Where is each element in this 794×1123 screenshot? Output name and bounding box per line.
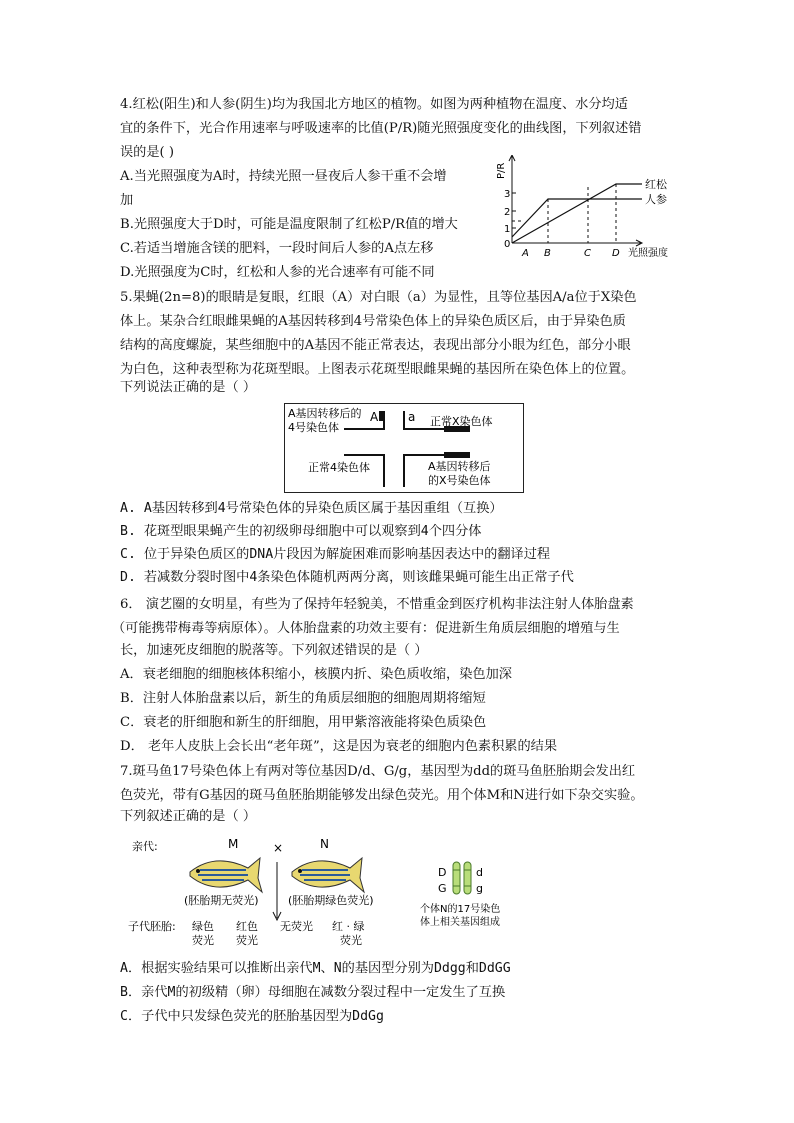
- q4-stem-line3: 误的是( ): [120, 145, 175, 160]
- zebrafish-cross-diagram: [120, 832, 520, 950]
- x-tick-a: A: [522, 248, 529, 259]
- offspring-1-line1: 绿色: [192, 920, 214, 933]
- fish-m-icon: [190, 858, 262, 892]
- offspring-4-line2: 荧光: [340, 934, 362, 947]
- q5-option-c: C. 位于异染色质区的DNA片段因为解旋困难而影响基因表达中的翻译过程: [120, 547, 551, 562]
- q5-option-a: A. A基因转移到4号常染色体的异染色质区属于基因重组（互换）: [120, 501, 503, 516]
- n-chromosome-caption-2: 体上相关基因组成: [420, 917, 500, 928]
- parent-N-phenotype: (胚胎期绿色荧光): [288, 894, 374, 907]
- offspring-2-line2: 荧光: [236, 934, 258, 947]
- y-axis-label: P/R: [496, 162, 507, 179]
- x-chromosome-band-2: [444, 452, 470, 458]
- offspring-2-line1: 红色: [236, 920, 258, 933]
- fish-n-icon: [292, 858, 364, 892]
- q5-stem-line2: 体上。某杂合红眼雌果蝇的A基因转移到4号常染色体上的异染色质区后，由于异染色质: [120, 314, 626, 329]
- chromosome-label-tl-2: 4号染色体: [288, 421, 339, 434]
- q4-stem-line1: 4.红松(阳生)和人参(阴生)均为我国北方地区的植物。如图为两种植物在温度、水分均适: [120, 97, 628, 112]
- legend-red-pine: 红松: [645, 178, 667, 191]
- q6-stem-line3: 长，加速死皮细胞的脱落等。下列叙述错误的是（ ）: [120, 643, 428, 658]
- red-pine-curve: [512, 184, 642, 243]
- x-tick-b: B: [544, 248, 551, 259]
- q7-stem-line3: 下列叙述正确的是（ ）: [120, 809, 257, 824]
- offspring-label: 子代胚胎:: [128, 920, 176, 933]
- chromosome-label-br-2: 的X号染色体: [428, 474, 491, 487]
- q6-stem-line2: （可能携带梅毒等病原体）。人体胎盘素的功效主要有：促进新生角质层细胞的增殖与生: [112, 621, 620, 636]
- q7-stem-line1: 7.斑马鱼17号染色体上有两对等位基因D/d、G/g，基因型为dd的斑马鱼胚胎期会发出红: [120, 764, 636, 779]
- parent-M-phenotype: (胚胎期无荧光): [184, 894, 259, 907]
- gene-a-upper-band: [379, 411, 385, 421]
- x-tick-d: D: [612, 248, 620, 259]
- n-chromosome-caption-1: 个体N的17号染色: [420, 904, 501, 915]
- parent-N-label: N: [320, 837, 329, 851]
- gene-label-A: A: [370, 410, 379, 424]
- offspring-4-line1: 红 · 绿: [332, 920, 365, 933]
- chromosome-label-bl: 正常4染色体: [308, 461, 370, 474]
- q4-option-b: B.光照强度大于D时，可能是温度限制了红松P/R值的增大: [120, 217, 458, 232]
- legend-ginseng: 人参: [645, 193, 667, 206]
- q7-option-a: A．根据实验结果可以推断出亲代M、N的基因型分别为Ddgg和DdGG: [120, 961, 511, 976]
- x-axis-label: 光照强度: [628, 248, 668, 259]
- q6-option-a: A．衰老细胞的细胞核体积缩小，核膜内折、染色质收缩，染色加深: [120, 667, 512, 682]
- chromosome-label-tr: 正常X染色体: [430, 415, 493, 428]
- pr-graph: [490, 155, 690, 265]
- gene-d-label: d: [476, 866, 483, 879]
- offspring-3: 无荧光: [280, 920, 313, 933]
- n-chromosome-pair: [453, 862, 471, 894]
- q4-option-c: C.若适当增施含镁的肥料，一段时间后人参的A点左移: [120, 241, 434, 256]
- q6-option-c: C．衰老的肝细胞和新生的肝细胞，用甲紫溶液能将染色质染色: [120, 715, 487, 730]
- gene-label-a: a: [408, 410, 416, 424]
- parents-label: 亲代:: [132, 840, 158, 853]
- chromosome-diagram: [284, 403, 524, 493]
- y-tick-label-0: 0: [504, 239, 511, 250]
- y-tick-label-2: 2: [504, 207, 511, 218]
- q5-stem-line3: 结构的高度螺旋，某些细胞中的A基因不能正常表达，表现出部分小眼为红色，部分小眼: [120, 338, 631, 353]
- y-tick-label-3: 3: [504, 189, 511, 200]
- q7-option-c: C．子代中只发绿色荧光的胚胎基因型为DdGg: [120, 1009, 384, 1024]
- q4-stem-line2: 宜的条件下，光合作用速率与呼吸速率的比值(P/R)随光照强度变化的曲线图，下列叙述错: [120, 121, 642, 136]
- q4-option-d: D.光照强度为C时，红松和人参的光合速率有可能不同: [120, 265, 435, 280]
- q5-option-b: B. 花斑型眼果蝇产生的初级卵母细胞中可以观察到4个四分体: [120, 524, 482, 539]
- q4-option-a-line2: 加: [120, 193, 134, 208]
- y-tick-label-1: 1: [504, 224, 511, 235]
- q6-option-d: D． 老年人皮肤上会长出“老年斑”，这是因为衰老的细胞内色素积累的结果: [120, 739, 558, 754]
- offspring-1-line2: 荧光: [192, 934, 214, 947]
- gene-D-label: D: [438, 866, 447, 879]
- x-tick-c: C: [584, 248, 591, 259]
- q6-option-b: B．注射人体胎盘素以后，新生的角质层细胞的细胞周期将缩短: [120, 691, 486, 706]
- q6-stem-line1: 6． 演艺圈的女明星，有些为了保持年轻貌美，不惜重金到医疗机构非法注射人体胎盘素: [120, 597, 634, 612]
- q5-stem-line5: 下列说法正确的是（ ）: [120, 380, 257, 395]
- cross-sign: ×: [273, 841, 284, 855]
- q5-stem-line4: 为白色，这种表型称为花斑型眼。上图表示花斑型眼雌果蝇的基因所在染色体上的位置。: [120, 362, 635, 377]
- chromosome-label-br-1: A基因转移后: [428, 460, 491, 473]
- chromosome-label-tl-1: A基因转移后的: [288, 407, 362, 420]
- gene-G-label: G: [438, 882, 447, 895]
- q7-option-b: B．亲代M的初级精（卵）母细胞在减数分裂过程中一定发生了互换: [120, 985, 506, 1000]
- q4-option-a-line1: A.当光照强度为A时，持续光照一昼夜后人参干重不会增: [120, 169, 447, 184]
- gene-g-label: g: [476, 882, 483, 895]
- q5-option-d: D. 若减数分裂时图中4条染色体随机两两分离，则该雌果蝇可能生出正常子代: [120, 570, 574, 585]
- q7-stem-line2: 色荧光，带有G基因的斑马鱼胚胎期能够发出绿色荧光。用个体M和N进行如下杂交实验。: [120, 788, 644, 803]
- q5-stem-line1: 5.果蝇(2n=8)的眼睛是复眼，红眼（A）对白眼（a）为显性，且等位基因A/a位于X染色: [120, 290, 637, 305]
- parent-M-label: M: [228, 837, 239, 851]
